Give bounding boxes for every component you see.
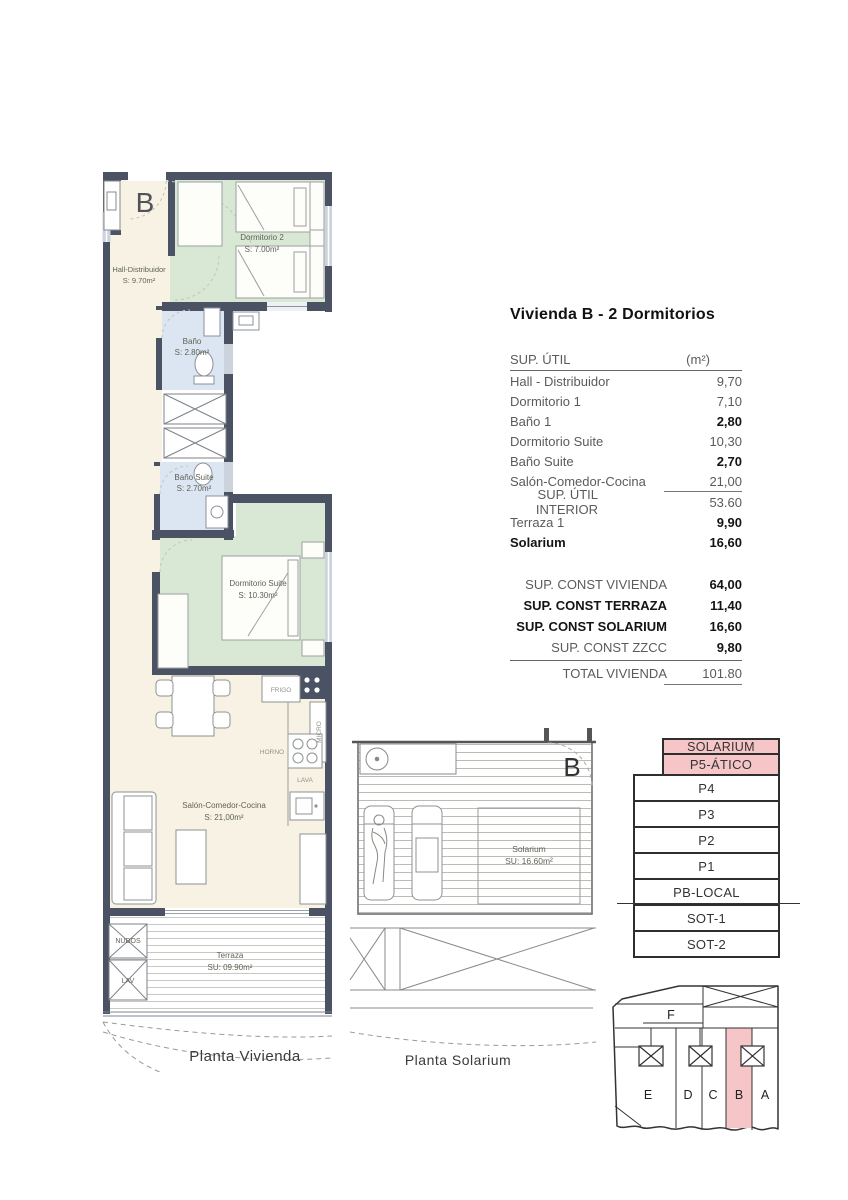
- floor-level-sot1: SOT-1: [633, 904, 780, 932]
- table-row: Solarium 16,60: [510, 534, 742, 550]
- room-area-hall: S: 9.70m²: [122, 276, 156, 285]
- room-area-solarium: SU: 16.60m²: [505, 856, 553, 866]
- table-row: Hall - Distribuidor 9,70: [510, 373, 742, 389]
- table-row-subtotal: SUP. ÚTIL INTERIOR 53.60: [535, 487, 742, 517]
- floor-level-p2: P2: [633, 826, 780, 854]
- table-header-label: SUP. ÚTIL: [510, 352, 571, 367]
- floor-level-solarium: SOLARIUM: [662, 738, 780, 755]
- table-row: Dormitorio 1 7,10: [510, 393, 742, 409]
- unit-letter: B: [135, 187, 155, 218]
- room-area-bano-suite: S: 2.70m²: [176, 484, 212, 493]
- total-divider: [510, 660, 742, 661]
- summary-row: SUP. CONST TERRAZA 11,40: [523, 598, 742, 613]
- room-area-salon: S: 21,00m²: [204, 813, 244, 822]
- table-header-unit: (m²): [686, 352, 710, 367]
- floor-level-p3: P3: [633, 800, 780, 828]
- solarium-counter: [360, 744, 456, 774]
- summary-row-total: TOTAL VIVIENDA 101.80: [562, 666, 742, 681]
- table-row: Salón-Comedor-Cocina 21,00: [510, 473, 742, 489]
- spec-table: [510, 306, 742, 685]
- summary-row: SUP. CONST VIVIENDA 64,00: [525, 577, 742, 592]
- room-label-dormitorio2: Dormitorio 2: [240, 233, 284, 242]
- room-label-dormitorio-suite: Dormitorio Suite: [229, 579, 287, 588]
- solarium-lower-band: [350, 928, 596, 1008]
- room-label-bano-suite: Baño Suite: [174, 473, 214, 482]
- floor-level-p5-atico: P5-ÁTICO: [662, 753, 780, 776]
- table-row: Baño Suite 2,70: [510, 453, 742, 469]
- room-area-terraza: SU: 09.90m²: [207, 963, 253, 972]
- highlighted-unit-column: [726, 1028, 752, 1128]
- utility-label-nudos: NUDOS: [115, 938, 141, 945]
- unit-letter-f: F: [667, 1008, 675, 1022]
- table-row: Baño 1 2,80: [510, 413, 742, 429]
- terraza-utility: [109, 924, 147, 1000]
- page-title: Vivienda B - 2 Dormitorios: [510, 306, 715, 323]
- caption-planta-solarium: Planta Solarium: [404, 1052, 512, 1068]
- floor-level-p1: P1: [633, 852, 780, 880]
- room-label-bano: Baño: [182, 337, 202, 346]
- solarium-site-dash: [350, 1032, 596, 1046]
- total-underline: [664, 684, 742, 685]
- room-area-dormitorio-suite: S: 10.30m²: [238, 591, 278, 600]
- summary-row: SUP. CONST ZZCC 9,80: [551, 640, 742, 655]
- ground-line: [617, 903, 800, 904]
- floor-level-p4: P4: [633, 774, 780, 802]
- summary-row: SUP. CONST SOLARIUM 16,60: [516, 619, 742, 634]
- utility-label-lav: LAV: [121, 978, 135, 985]
- table-row: Dormitorio Suite 10,30: [510, 433, 742, 449]
- unit-letter-c: C: [708, 1088, 718, 1102]
- floor-level-sot2: SOT-2: [633, 930, 780, 958]
- terraza-railing: [103, 1012, 332, 1016]
- floor-level-diagram: [633, 738, 780, 958]
- unit-letter-b: B: [734, 1088, 744, 1102]
- kitchen-label-horno: HORNO: [259, 749, 285, 756]
- solarium-unit-letter: B: [563, 752, 581, 782]
- site-key-plan: [608, 982, 848, 1154]
- kitchen-label-frigo: FRIGO: [270, 687, 292, 694]
- unit-letter-a: A: [760, 1088, 770, 1102]
- table-header: [510, 352, 742, 371]
- planta-vivienda-drawing: [96, 165, 346, 1075]
- room-label-solarium: Solarium: [512, 844, 546, 854]
- unit-letter-e: E: [643, 1088, 653, 1102]
- room-label-hall: Hall-Distribuidor: [112, 265, 166, 274]
- table-row: Terraza 1 9,90: [510, 514, 742, 530]
- planta-solarium-drawing: [346, 724, 600, 1054]
- kitchen-label-micro: MICRO: [316, 721, 323, 743]
- unit-letter-d: D: [683, 1088, 693, 1102]
- room-area-dormitorio2: S: 7.00m²: [244, 245, 280, 254]
- stair-cores: [639, 1046, 764, 1066]
- floor-level-pb-local: PB-LOCAL: [633, 878, 780, 906]
- entry-niche: [104, 181, 120, 230]
- kitchen-label-lava: LAVA: [297, 777, 313, 784]
- caption-planta-vivienda: Planta Vivienda: [189, 1048, 301, 1065]
- room-label-terraza: Terraza: [216, 951, 244, 960]
- room-area-bano: S: 2.80m²: [174, 348, 210, 357]
- room-label-salon: Salón-Comedor-Cocina: [182, 801, 266, 810]
